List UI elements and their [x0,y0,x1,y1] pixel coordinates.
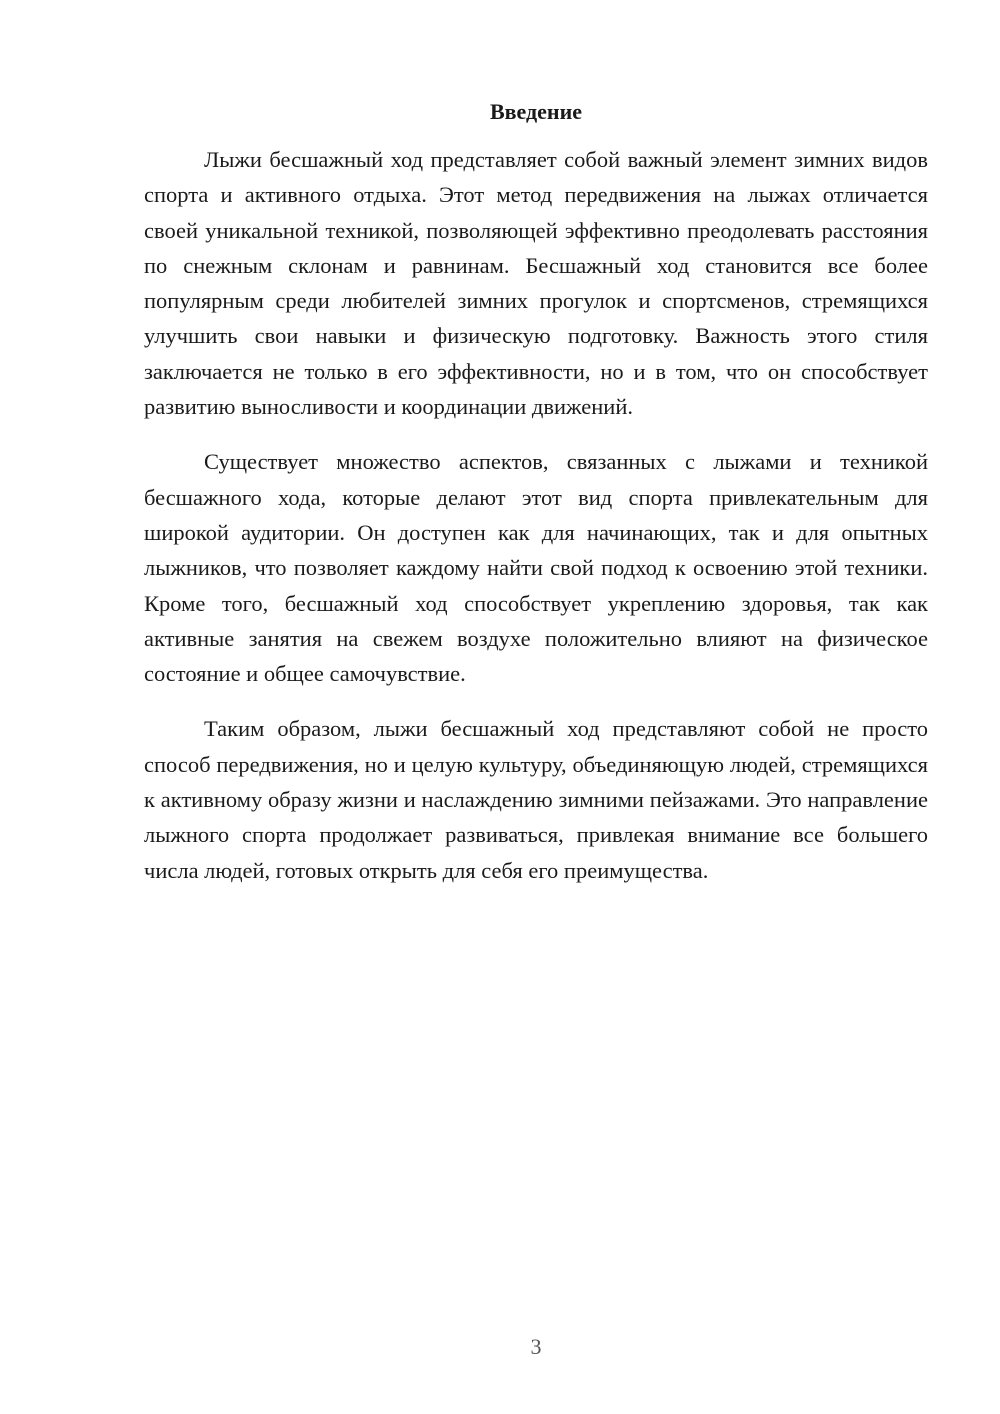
body-text [144,142,928,908]
paragraph-3: Таким образом, лыжи бесшажный ход представляют собой не просто способ передвижения, но и целую культуру, объединяющую людей, стремящихся к активному образу жизни и наслаждению зимними пейзажами. Это направление лыжного спорта продолжает развиваться, привлекая внимание все большего числа людей, готовых открыть для себя его преимущества. [144,716,928,883]
paragraph-2: Существует множество аспектов, связанных с лыжами и техникой бесшажного хода, которые делают этот вид спорта привлекательным для широкой аудитории. Он доступен как для начинающих, так и для опытных лыжников, что позволяет каждому найти свой подход к освоению этой техники. Кроме того, бесшажный ход способствует укреплению здоровья, так как активные занятия на свежем воздухе положительно влияют на физическое состояние и общее самочувствие. [144,449,928,687]
section-heading: Введение [489,99,583,124]
page-number: 3 [530,1334,542,1359]
paragraph-1: Лыжи бесшажный ход представляет собой важный элемент зимних видов спорта и активного отдыха. Этот метод передвижения на лыжах отличается своей уникальной техникой, позволяющей эффективно преодолевать расстояния по снежным склонам и равнинам. Бесшажный ход становится все более популярным среди любителей зимних прогулок и спортсменов, стремящихся улучшить свои навыки и физическую подготовку. Важность этого стиля заключается не только в его эффективности, но и в том, что он способствует развитию выносливости и координации движений. [144,147,928,420]
